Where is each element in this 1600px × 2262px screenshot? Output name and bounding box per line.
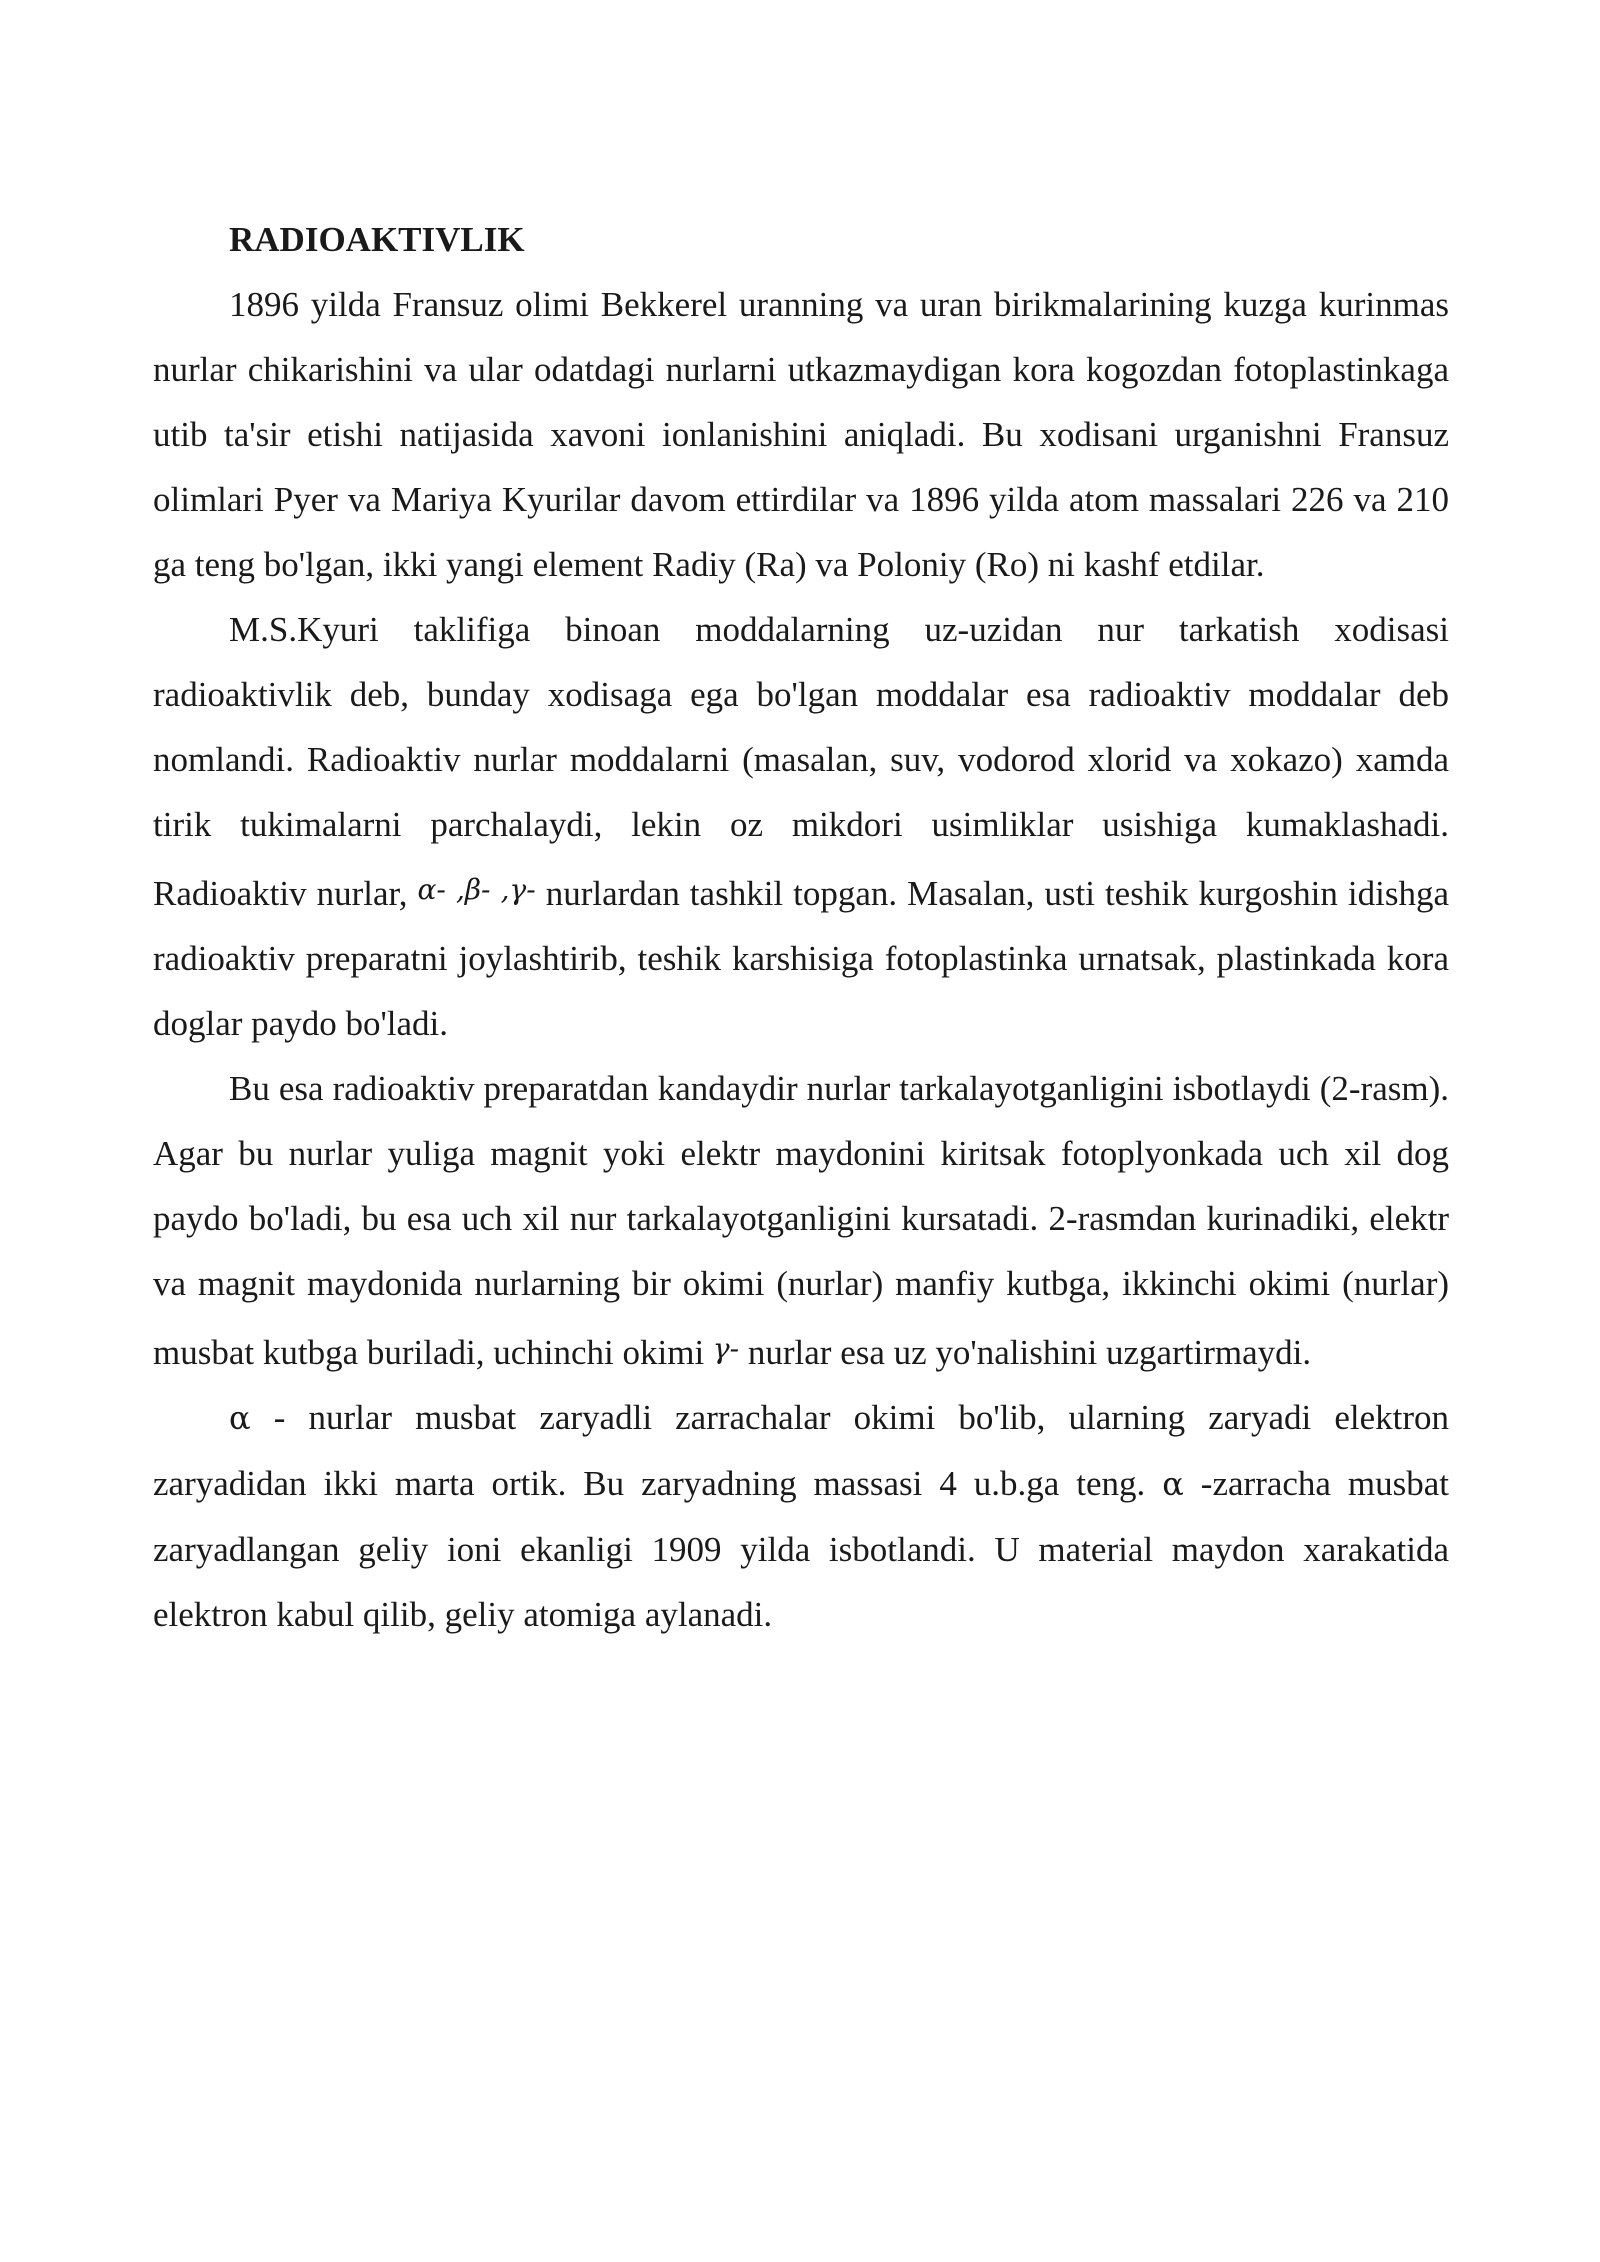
document-body: [153, 207, 1449, 1647]
paragraph-1: [153, 272, 1449, 597]
paragraph-3: [153, 1056, 1449, 1385]
radiation-types-formula: α- ,β- ,γ-: [417, 873, 536, 906]
paragraph-4: [153, 1385, 1449, 1647]
paragraph-4-text-b: -zarracha musbat zaryadlangan geliy ioni ekanligi 1909 yilda isbotlandi. U material maydon xarakatida elektron kabul qilib, geliy atomiga aylanadi.: [153, 1464, 1450, 1634]
paragraph-1-text: 1896 yilda Fransuz olimi Bekkerel uranning va uran birikmalarining kuzga kurinmas nurlar chikarishini va ular odatdagi nurlarni utkazmaydigan kora kogozdan fotoplastinkaga utib ta'sir etishi natijasida xavoni ionlanishini aniqladi. Bu xodisani urganishni Fransuz olimlari Pyer va Mariya Kyurilar davom ettirdilar va 1896 yilda atom massalari 226 va 210 ga teng bo'lgan, ikki yangi element Radiy (Ra) va Poloniy (Ro) ni kashf etdilar.: [153, 285, 1449, 584]
paragraph-3-text-a: Bu esa radioaktiv preparatdan kandaydir nurlar tarkalayotganligini isbotlaydi (2-rasm). Agar bu nurlar yuliga magnit yoki elektr maydonini kiritsak fotoplyonkada uch xil dog paydo bo'ladi, bu esa uch xil nur tarkalayotganligini kursatadi. 2-rasmdan kurinadiki, elektr va magnit maydonida nurlarning bir okimi (nurlar) manfiy kutbga, ikkinchi okimi (nurlar) musbat kutbga buriladi, uchinchi okimi: [153, 1069, 1449, 1372]
document-title: RADIOAKTIVLIK: [229, 220, 525, 259]
paragraph-2-text-a: M.S.Kyuri taklifiga binoan moddalarning uz-uzidan nur tarkatish xodisasi radioaktivlik deb, bunday xodisaga ega bo'lgan moddalar esa radioaktiv moddalar deb nomlandi. Radioaktiv nurlar moddalarni (masalan, suv, vodorod xlorid va xokazo) xamda tirik tukimalarni parchalaydi, lekin oz mikdori usimliklar usishiga kumaklashadi. Radioaktiv nurlar,: [153, 610, 1449, 913]
paragraph-3-text-b: nurlar esa uz yo'nalishini uzgartirmaydi.: [739, 1333, 1312, 1372]
paragraph-2-text-b: nurlardan tashkil topgan. Masalan, usti teshik kurgoshin idishga radioaktiv preparatni joylashtirib, teshik karshisiga fotoplastinka urnatsak, plastinkada kora doglar paydo bo'ladi.: [153, 874, 1449, 1043]
gamma-formula: γ-: [712, 1332, 740, 1365]
alpha-symbol: α: [229, 1399, 251, 1437]
alpha-symbol-2: α: [1162, 1465, 1184, 1503]
paragraph-4-text-a: - nurlar musbat zaryadli zarrachalar okimi bo'lib, ularning zaryadi elektron zaryadidan ikki marta ortik. Bu zaryadning massasi 4 u.b.ga teng.: [153, 1398, 1449, 1503]
paragraph-2: [153, 597, 1449, 1056]
